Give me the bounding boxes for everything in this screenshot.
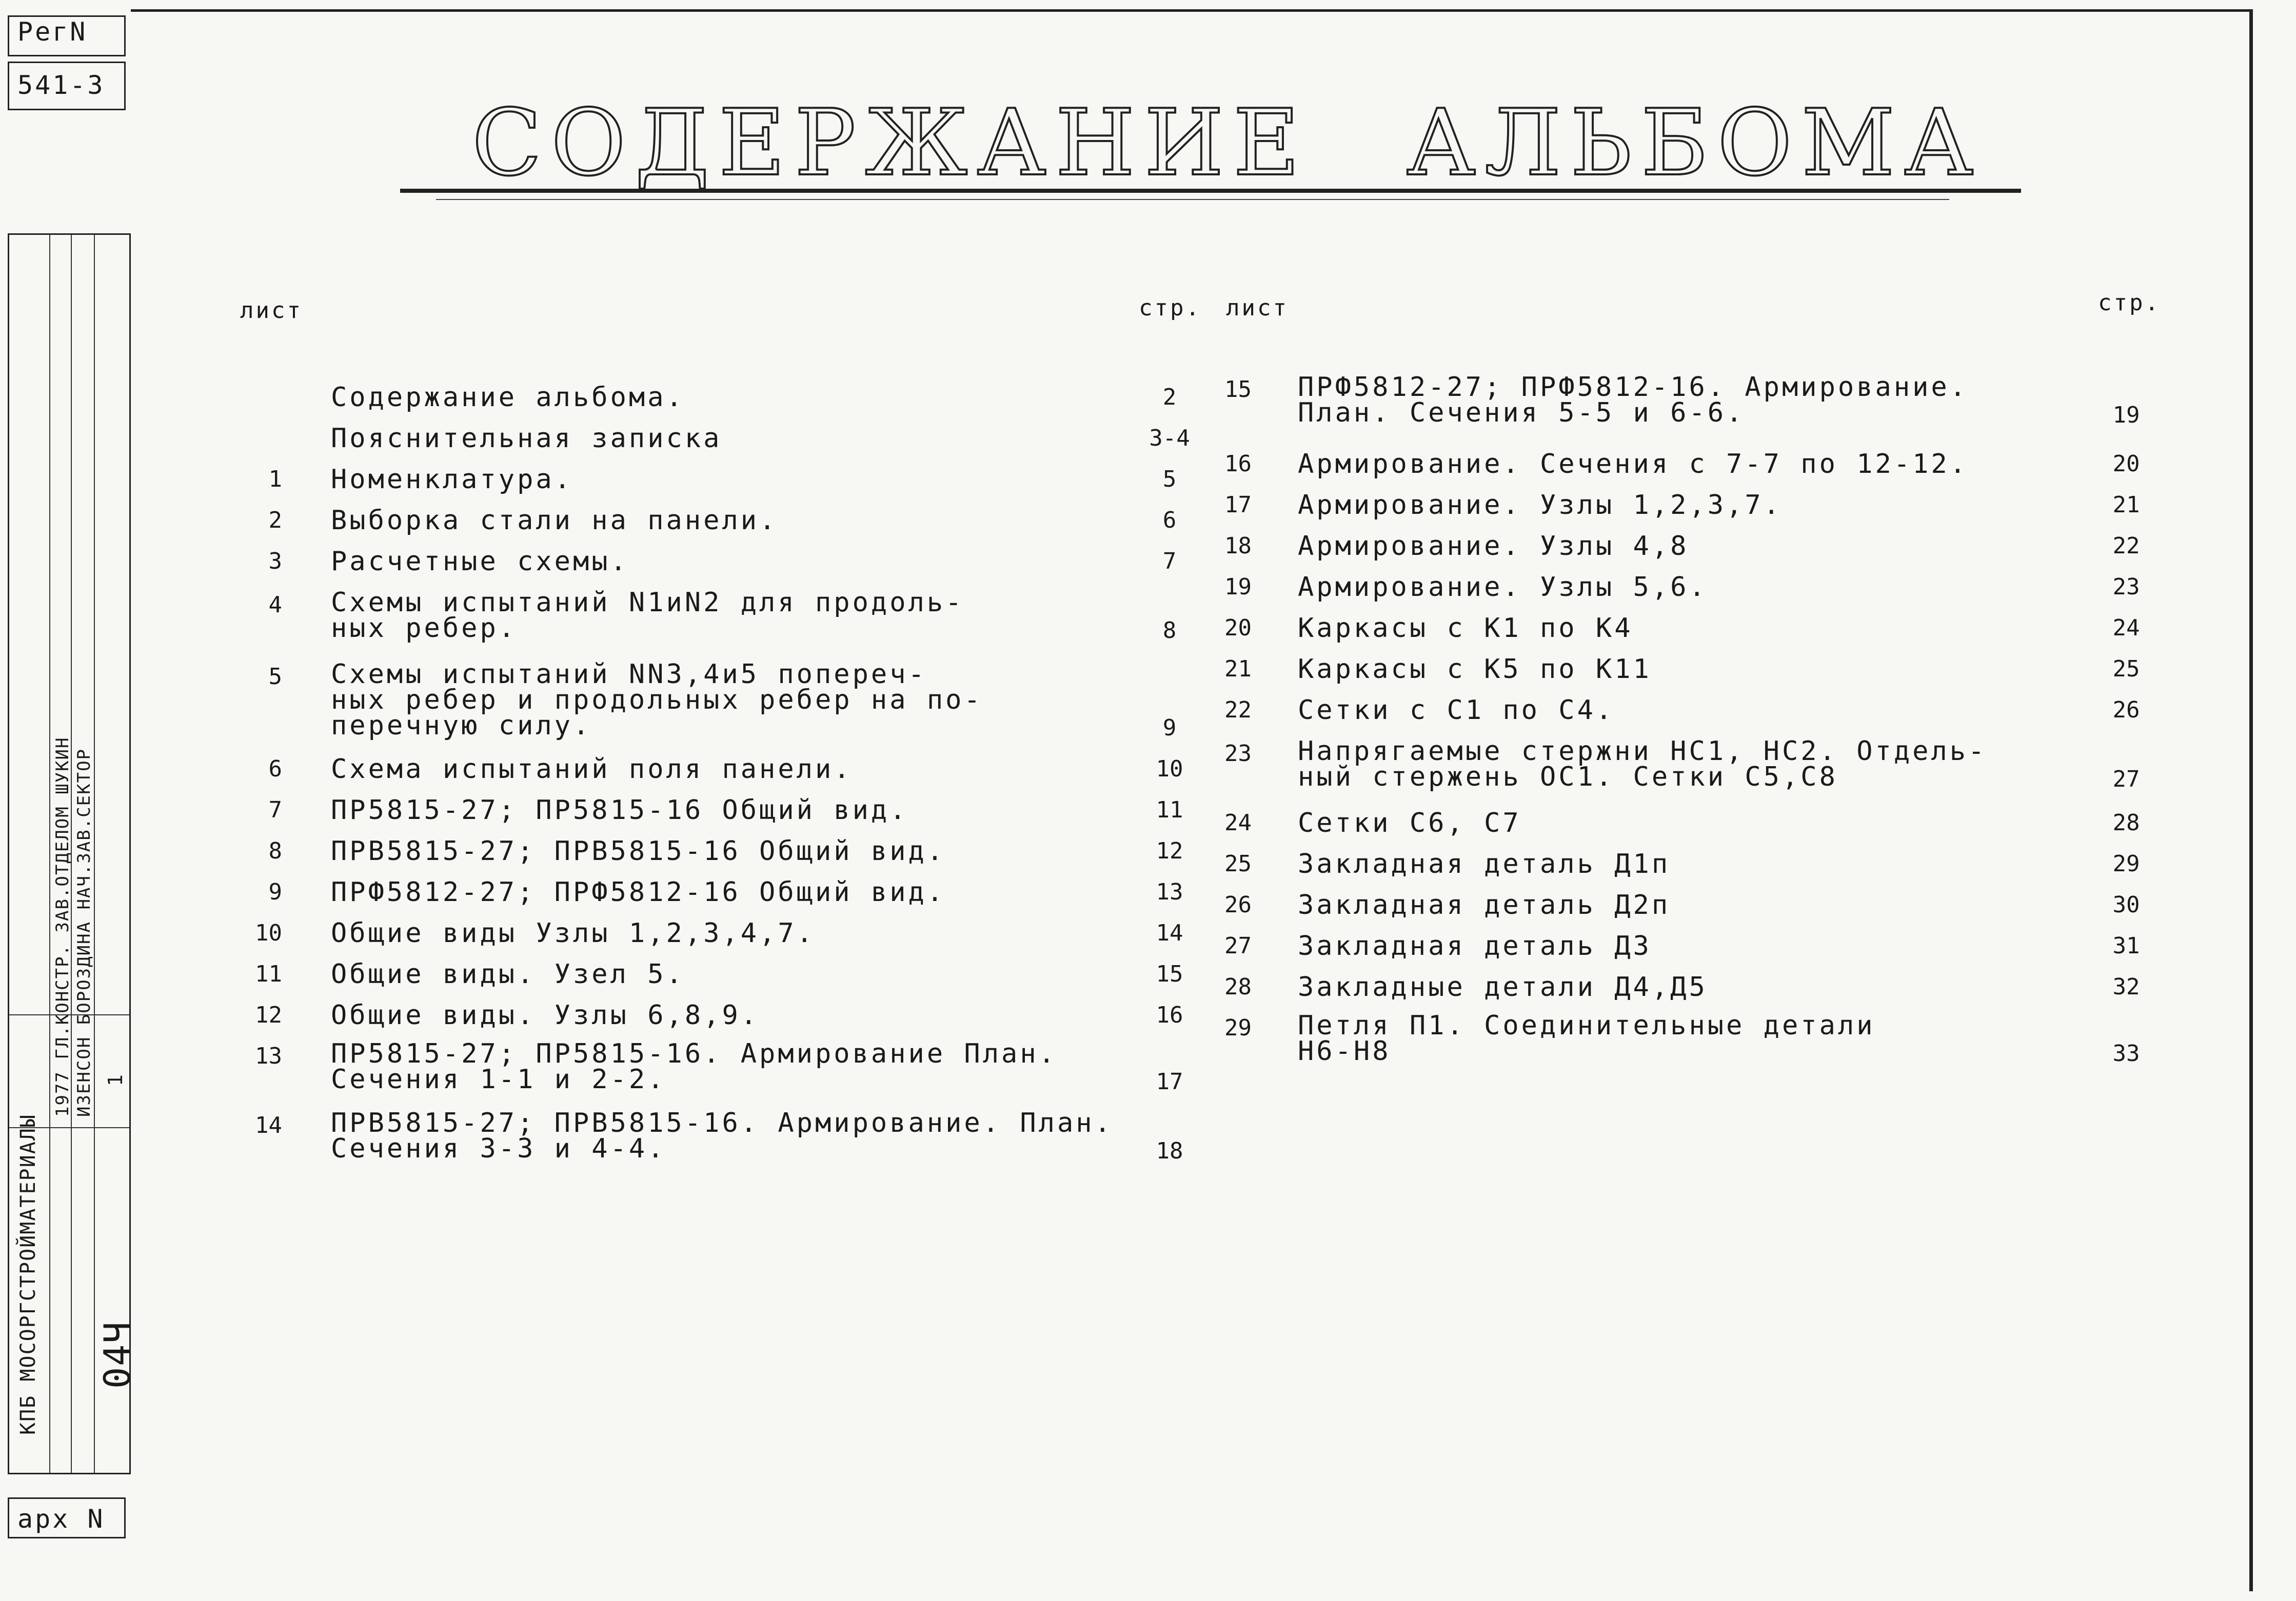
right-page-number: 20: [2112, 451, 2140, 477]
left-page-number: 15: [1156, 961, 1183, 987]
right-page-number: 19: [2112, 402, 2140, 428]
side-staff-text: 1977 ГЛ.КОНСТР. ЗАВ.ОТДЕЛОМ ШУКИН: [52, 736, 73, 1117]
left-item-title: [331, 423, 722, 454]
reg-number: 541-3: [17, 70, 105, 100]
left-item-line: Номенклатура.: [331, 464, 573, 495]
side-small-number: 1: [104, 1073, 127, 1086]
left-page-number: 18: [1156, 1138, 1183, 1164]
right-item-title: [1298, 931, 1652, 962]
right-sheet-number: 23: [1224, 741, 1252, 767]
left-item-line: Схема испытаний поля панели.: [331, 754, 853, 785]
left-sheet-number: 3: [268, 548, 282, 574]
right-page-number: 24: [2112, 615, 2140, 641]
left-page-number: 6: [1162, 507, 1177, 533]
header-page-left: стр.: [1139, 295, 1201, 321]
left-sheet-number: 1: [268, 466, 282, 492]
right-item-line: Закладная деталь Д2п: [1298, 890, 1671, 920]
right-sheet-number: 20: [1224, 615, 1252, 641]
left-sheet-number: 6: [268, 756, 282, 782]
left-item-title: [331, 587, 964, 644]
right-item-line: Закладная деталь Д3: [1298, 931, 1652, 962]
right-sheet-number: 17: [1224, 492, 1252, 518]
right-item-title: [1298, 695, 1614, 726]
right-sheet-number: 29: [1224, 1015, 1252, 1041]
right-sheet-number: 22: [1224, 697, 1252, 723]
left-item-line: Пояснительная записка: [331, 423, 722, 454]
right-item-line: Каркасы с К1 по К4: [1298, 613, 1633, 644]
right-page-number: 26: [2112, 697, 2140, 723]
right-page-number: 22: [2112, 533, 2140, 559]
left-item-title: [331, 1038, 1057, 1095]
right-page-number: 33: [2112, 1040, 2140, 1067]
right-item-title: [1298, 738, 1987, 790]
right-item-title: [1298, 972, 1708, 1003]
left-sheet-number: 2: [268, 507, 282, 533]
left-item-line: Сечения 3-3 и 4-4.: [331, 1133, 666, 1164]
right-item-title: [1298, 449, 1968, 479]
archive-label-box: [8, 1497, 126, 1538]
right-item-line: Напрягаемые стержни НС1, НС2. Отдель-: [1298, 736, 1987, 767]
left-item-title: [331, 754, 853, 785]
left-item-title: [331, 836, 945, 867]
left-item-title: [331, 918, 815, 949]
right-item-title: [1298, 374, 1968, 426]
right-item-title: [1298, 490, 1782, 521]
left-item-line: ных ребер.: [331, 613, 518, 644]
left-page-number: 13: [1156, 879, 1183, 905]
right-item-line: Армирование. Сечения с 7-7 по 12-12.: [1298, 449, 1969, 479]
right-item-line: ный стержень ОС1. Сетки С5,С8: [1298, 762, 1838, 792]
right-item-title: [1298, 613, 1633, 644]
title-underline: [400, 189, 2021, 193]
archive-label: арх N: [17, 1504, 105, 1534]
right-item-line: Закладная деталь Д1п: [1298, 849, 1671, 879]
right-item-line: Армирование. Узлы 1,2,3,7.: [1298, 490, 1782, 521]
right-sheet-number: 18: [1224, 533, 1252, 559]
right-item-line: Закладные детали Д4,Д5: [1298, 972, 1708, 1003]
left-item-title: [331, 382, 685, 413]
left-page-number: 17: [1156, 1069, 1183, 1095]
right-sheet-number: 16: [1224, 451, 1252, 477]
right-page-number: 32: [2112, 974, 2140, 1000]
left-item-title: [331, 546, 629, 577]
right-item-line: Н6-Н8: [1298, 1036, 1391, 1067]
right-page-number: 21: [2112, 492, 2140, 518]
left-item-title: [331, 505, 778, 536]
left-sheet-number: 4: [268, 592, 282, 618]
left-sheet-number: 14: [255, 1112, 282, 1138]
right-page-number: 29: [2112, 851, 2140, 877]
right-page-number: 28: [2112, 810, 2140, 836]
left-item-line: Схемы испытаний NN3,4и5 попереч-: [331, 659, 927, 690]
left-item-line: Схемы испытаний N1иN2 для продоль-: [331, 587, 964, 618]
left-item-line: Расчетные схемы.: [331, 546, 629, 577]
left-sheet-number: 8: [268, 838, 282, 864]
left-item-line: ПР5815-27; ПР5815-16 Общий вид.: [331, 795, 908, 826]
left-item-title: [331, 464, 573, 495]
right-sheet-number: 15: [1224, 376, 1252, 403]
side-code: 04Ч: [96, 1320, 138, 1389]
header-sheet-left: лист: [240, 297, 303, 324]
left-item-line: ПРВ5815-27; ПРВ5815-16. Армирование. План.: [331, 1108, 1113, 1138]
album-title: [472, 90, 1983, 196]
right-item-title: [1298, 654, 1652, 685]
left-item-line: Общие виды Узлы 1,2,3,4,7.: [331, 918, 815, 949]
left-page-number: 11: [1156, 797, 1183, 823]
side-title-block: [8, 233, 138, 1474]
right-item-line: Армирование. Узлы 5,6.: [1298, 572, 1708, 603]
left-page-number: 7: [1162, 548, 1177, 574]
left-sheet-number: 12: [255, 1002, 282, 1028]
left-item-title: [331, 795, 908, 826]
left-item-line: ПР5815-27; ПР5815-16. Армирование План.: [331, 1038, 1057, 1069]
right-page-number: 31: [2112, 933, 2140, 959]
left-page-number: 10: [1156, 756, 1183, 782]
side-org-text: КПБ МОСОРГСТРОЙМАТЕРИАЛЫ: [16, 1114, 40, 1435]
left-item-line: Сечения 1-1 и 2-2.: [331, 1064, 666, 1095]
left-sheet-number: 7: [268, 797, 282, 823]
right-page-number: 30: [2112, 892, 2140, 918]
right-sheet-number: 26: [1224, 892, 1252, 918]
header-sheet-right: лист: [1226, 295, 1289, 321]
reg-label: РегN: [17, 17, 88, 47]
right-sheet-number: 28: [1224, 974, 1252, 1000]
left-item-line: ПРФ5812-27; ПРФ5812-16 Общий вид.: [331, 877, 946, 908]
left-item-title: [331, 1000, 759, 1031]
right-item-line: Сетки с С1 по С4.: [1298, 695, 1615, 726]
right-item-line: План. Сечения 5-5 и 6-6.: [1298, 397, 1745, 428]
left-page-number: 3-4: [1149, 425, 1190, 451]
left-item-line: Выборка стали на панели.: [331, 505, 778, 536]
right-item-title: [1298, 1010, 1875, 1067]
side-staff-text-2: ИЗЕНСОН БОРОЗДИНА НАЧ.ЗАВ.СЕКТОР: [74, 748, 94, 1117]
right-item-title: [1298, 572, 1708, 603]
reg-label-box: [8, 15, 126, 56]
right-item-title: [1298, 808, 1521, 838]
left-page-number: 14: [1156, 920, 1183, 946]
left-page-number: 5: [1162, 466, 1177, 492]
header-page-right: стр.: [2098, 290, 2161, 316]
right-sheet-number: 21: [1224, 656, 1252, 682]
left-item-line: ных ребер и продольных ребер на по-: [331, 685, 983, 715]
left-item-title: [331, 959, 685, 990]
left-sheet-number: 11: [255, 961, 282, 987]
right-item-line: Сетки С6, С7: [1298, 808, 1521, 838]
right-item-line: Петля П1. Соединительные детали: [1298, 1010, 1875, 1041]
left-item-line: перечную силу.: [331, 710, 592, 741]
right-sheet-number: 24: [1224, 810, 1252, 836]
right-item-title: [1298, 849, 1670, 879]
left-page-number: 9: [1162, 715, 1177, 741]
left-page-number: 8: [1162, 617, 1177, 644]
right-sheet-number: 25: [1224, 851, 1252, 877]
left-item-line: ПРВ5815-27; ПРВ5815-16 Общий вид.: [331, 836, 946, 867]
right-sheet-number: 27: [1224, 933, 1252, 959]
right-item-title: [1298, 890, 1670, 920]
title-word-2: АЛЬБОМА: [1406, 90, 1983, 196]
right-item-line: Каркасы с К5 по К11: [1298, 654, 1652, 685]
right-item-line: Армирование. Узлы 4,8: [1298, 531, 1689, 562]
left-sheet-number: 5: [268, 664, 282, 690]
right-item-line: ПРФ5812-27; ПРФ5812-16. Армирование.: [1298, 372, 1969, 403]
right-item-title: [1298, 531, 1689, 562]
left-item-line: Общие виды. Узлы 6,8,9.: [331, 1000, 760, 1031]
right-page-number: 25: [2112, 656, 2140, 682]
right-page-number: 23: [2112, 574, 2140, 600]
left-sheet-number: 10: [255, 920, 282, 946]
left-page-number: 16: [1156, 1002, 1183, 1028]
right-sheet-number: 19: [1224, 574, 1252, 600]
right-page-number: 27: [2112, 766, 2140, 792]
title-word-1: СОДЕРЖАНИЕ: [472, 90, 1309, 196]
left-sheet-number: 13: [255, 1043, 282, 1069]
title-underline-thin: [436, 199, 1949, 200]
left-sheet-number: 9: [268, 879, 282, 905]
reg-number-box: [8, 62, 126, 110]
left-item-line: Содержание альбома.: [331, 382, 685, 413]
left-page-number: 2: [1162, 384, 1177, 410]
left-page-number: 12: [1156, 838, 1183, 864]
left-item-title: [331, 877, 945, 908]
left-item-title: [331, 1110, 1113, 1162]
left-item-title: [331, 659, 983, 741]
left-item-line: Общие виды. Узел 5.: [331, 959, 685, 990]
